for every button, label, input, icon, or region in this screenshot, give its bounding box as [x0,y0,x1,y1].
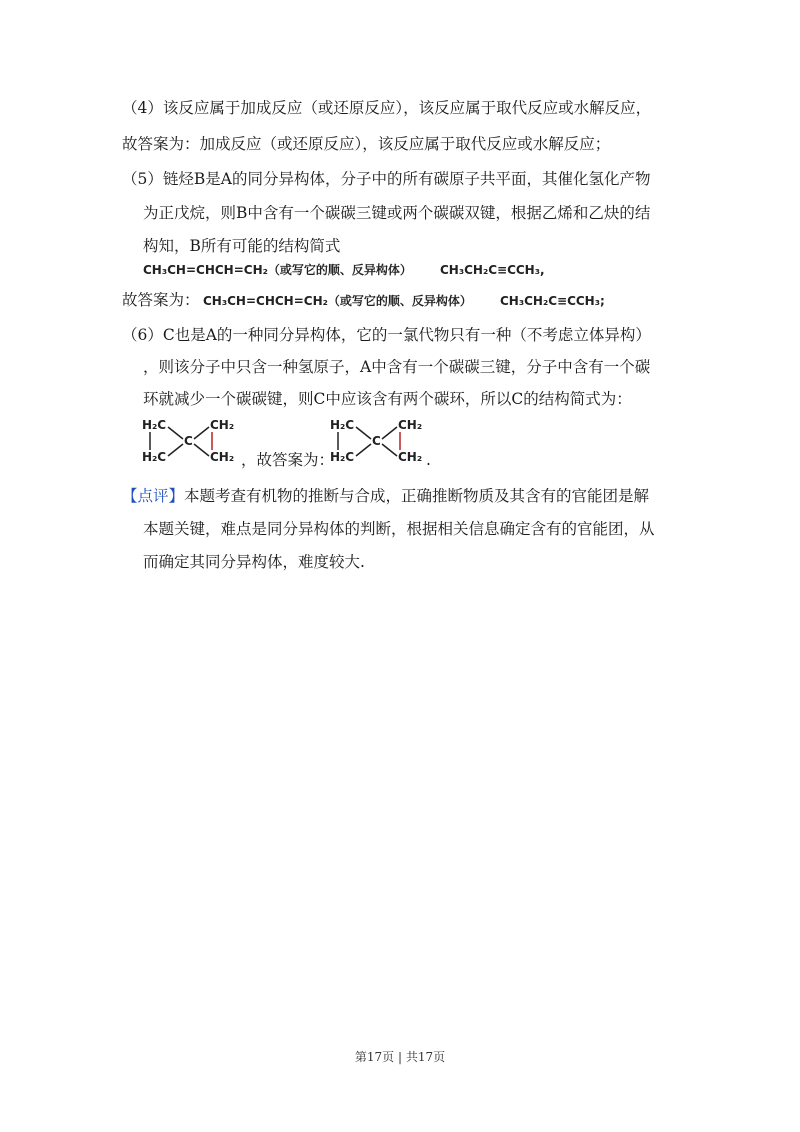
spiro-structure-1 [140,416,240,468]
svg-text:CH₂: CH₂ [210,450,235,464]
text-line-3: （5）链烃B是A的同分异构体，分子中的所有碳原子共平面，其催化氢化产物 [122,170,651,188]
page-footer: 第17页 | 共17页 [354,1050,446,1064]
text-line-8: （6）C也是A的一种同分异构体，它的一氯代物只有一种（不考虑立体异构） [122,326,651,344]
svg-text:H₂C: H₂C [330,418,355,432]
answer-label: ，故答案为： [241,451,335,469]
review-tag: 【点评】 [122,487,185,505]
svg-text:H₂C: H₂C [142,418,167,432]
text-line-9: ，则该分子中只含一种氢原子，A中含有一个碳碳三键，分子中含有一个碳 [143,358,651,376]
review-line-3: 而确定其同分异构体，难度较大. [143,553,365,571]
text-line-10: 环就减少一个碳碳键，则C中应该含有两个碳环，所以C的结构简式为： [143,390,632,408]
text-line-1: （4）该反应属于加成反应（或还原反应），该反应属于取代反应或水解反应， [122,99,652,117]
svg-text:CH₂: CH₂ [210,418,235,432]
review-line-1 [122,486,649,506]
spiro-structure-2 [328,416,428,468]
text-line-2: 故答案为：加成反应（或还原反应），该反应属于取代反应或水解反应； [122,135,611,153]
svg-text:H₂C: H₂C [142,450,167,464]
answer-period: . [426,451,431,469]
svg-text:CH₂: CH₂ [398,450,423,464]
review-line-2: 本题关键，难点是同分异构体的判断，根据相关信息确定含有的官能团，从 [143,520,655,538]
formula-diene: CH₃CH=CHCH=CH₂（或写它的顺、反异构体） [143,263,412,277]
text-line-7-label: 故答案为： [122,291,200,309]
svg-text:C: C [184,434,193,448]
text-line-5: 构知，B所有可能的结构简式 [143,237,341,255]
text-line-4: 为正戊烷，则B中含有一个碳碳三键或两个碳碳双键，根据乙烯和乙炔的结 [143,204,651,222]
svg-text:C: C [372,434,381,448]
svg-text:H₂C: H₂C [330,450,355,464]
review-text-1: 本题考查有机物的推断与合成，正确推断物质及其含有的官能团是解 [184,487,650,505]
formula-yne: CH₃CH₂C≡CCH₃, [440,263,545,277]
formula-yne-answer: CH₃CH₂C≡CCH₃; [500,294,605,308]
svg-text:CH₂: CH₂ [398,418,423,432]
formula-diene-answer: CH₃CH=CHCH=CH₂（或写它的顺、反异构体） [203,294,472,308]
